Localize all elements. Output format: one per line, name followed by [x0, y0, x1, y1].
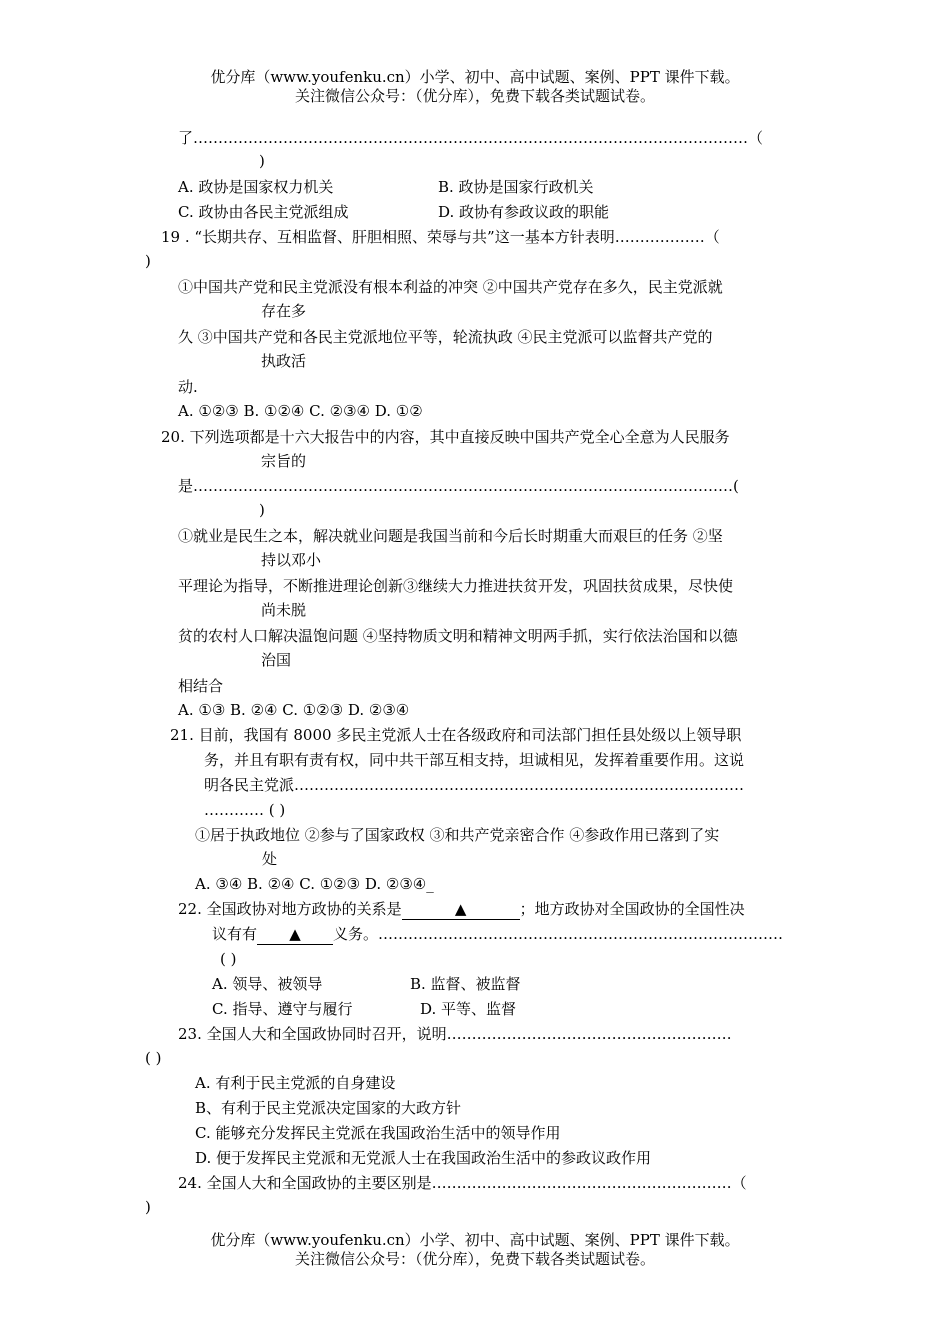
q22-stem-part-3: 议有有: [212, 925, 258, 943]
q19-statement-1: ①中国共产党和民主党派没有根本利益的冲突 ②中国共产党存在多久，民主党派就: [178, 278, 723, 296]
q18-option-a: A. 政协是国家权力机关: [178, 178, 334, 196]
header-line-1: 优分库（www.youfenku.cn）小学、初中、高中试题、案例、PPT 课件下载。: [210, 68, 740, 86]
q19-paren: ): [145, 252, 151, 270]
q21-stem-line-4: ………… ( ): [204, 801, 286, 819]
q20-statement-2-wrap: 尚未脱: [261, 601, 307, 619]
q22-blank-1: ▲: [402, 899, 520, 920]
q20-statement-2: 平理论为指导，不断推进理论创新③继续大力推进扶贫开发，巩固扶贫成果，尽快使: [178, 577, 734, 595]
footer-line-2: 关注微信公众号：（优分库），免费下载各类试题试卷。: [294, 1250, 655, 1268]
q22-stem-line-1: [178, 899, 745, 920]
q23-paren: ( ): [145, 1049, 162, 1067]
q22-stem-line-2: [212, 924, 783, 945]
q18-paren: ): [259, 152, 265, 170]
q23-option-d: D. 便于发挥民主党派和无党派人士在我国政治生活中的参政议政作用: [195, 1149, 652, 1167]
q20-statement-1-wrap: 持以邓小: [261, 551, 322, 569]
q23-stem: 23. 全国人大和全国政协同时召开，说明…………………………………………………: [178, 1025, 732, 1043]
q20-paren: ): [259, 501, 265, 519]
q22-stem-part-1: 22. 全国政协对地方政协的关系是: [178, 900, 402, 918]
q23-option-a: A. 有利于民主党派的自身建设: [195, 1074, 396, 1092]
q20-statement-4: 相结合: [178, 677, 224, 695]
q18-stem-cont: 了…………………………………………………………………………………………………（: [178, 129, 764, 147]
q20-statement-1: ①就业是民生之本，解决就业问题是我国当前和今后长时期重大而艰巨的任务 ②坚: [178, 527, 723, 545]
footer-line-1: 优分库（www.youfenku.cn）小学、初中、高中试题、案例、PPT 课件下载。: [210, 1231, 740, 1249]
q21-statements: ①居于执政地位 ②参与了国家政权 ③和共产党亲密合作 ④参政作用已落到了实: [195, 826, 720, 844]
q24-paren: ): [145, 1198, 151, 1216]
q19-options: A. ①②③ B. ①②④ C. ②③④ D. ①②: [178, 402, 423, 420]
q19-statement-2-wrap: 执政活: [261, 352, 307, 370]
q21-stem-line-3: 明各民主党派………………………………………………………………………………: [204, 776, 745, 794]
q19-statement-1-wrap: 存在多: [261, 302, 307, 320]
q20-stem: 20. 下列选项都是十六大报告中的内容，其中直接反映中国共产党全心全意为人民服务: [161, 428, 730, 446]
q19-statement-3: 动.: [178, 378, 198, 396]
q22-stem-part-2: ；地方政协对全国政协的全国性决: [519, 900, 745, 918]
q20-statement-3-wrap: 治国: [261, 651, 292, 669]
q22-stem-part-4: 义务。………………………………………………………………………: [333, 925, 784, 943]
q20-stem-cont: 是………………………………………………………………………………………………(: [178, 477, 739, 495]
q20-statement-3: 贫的农村人口解决温饱问题 ④坚持物质文明和精神文明两手抓，实行依法治国和以德: [178, 627, 738, 645]
q23-option-b: B、有利于民主党派决定国家的大政方针: [195, 1099, 462, 1117]
q21-options: A. ③④ B. ②④ C. ①②③ D. ②③④_: [195, 875, 434, 893]
q22-option-d: D. 平等、监督: [420, 1000, 517, 1018]
q20-options: A. ①③ B. ②④ C. ①②③ D. ②③④: [178, 701, 410, 719]
q24-stem: 24. 全国人大和全国政协的主要区别是……………………………………………………（: [178, 1174, 747, 1192]
q18-option-d: D. 政协有参政议政的职能: [438, 203, 610, 221]
q22-option-b: B. 监督、被监督: [410, 975, 521, 993]
q20-stem-wrap: 宗旨的: [261, 452, 307, 470]
q21-statements-wrap: 处: [262, 850, 278, 868]
header-line-2: 关注微信公众号：（优分库），免费下载各类试题试卷。: [294, 87, 655, 105]
q19-stem: 19 . “长期共存、互相监督、肝胆相照、荣辱与共”这一基本方针表明………………（: [161, 228, 720, 246]
q21-stem-line-2: 务，并且有职有责有权，同中共干部互相支持，坦诚相见，发挥着重要作用。这说: [204, 751, 745, 769]
q18-option-c: C. 政协由各民主党派组成: [178, 203, 349, 221]
q22-option-c: C. 指导、遵守与履行: [212, 1000, 353, 1018]
q19-statement-2: 久 ③中国共产党和各民主党派地位平等，轮流执政 ④民主党派可以监督共产党的: [178, 328, 713, 346]
q18-option-b: B. 政协是国家行政机关: [438, 178, 594, 196]
q22-paren: ( ): [220, 950, 237, 968]
q22-blank-2: ▲: [257, 924, 333, 945]
q23-option-c: C. 能够充分发挥民主党派在我国政治生活中的领导作用: [195, 1124, 561, 1142]
q22-option-a: A. 领导、被领导: [212, 975, 323, 993]
q21-stem-line-1: 21. 目前，我国有 8000 多民主党派人士在各级政府和司法部门担任县处级以上领导职: [170, 726, 742, 744]
